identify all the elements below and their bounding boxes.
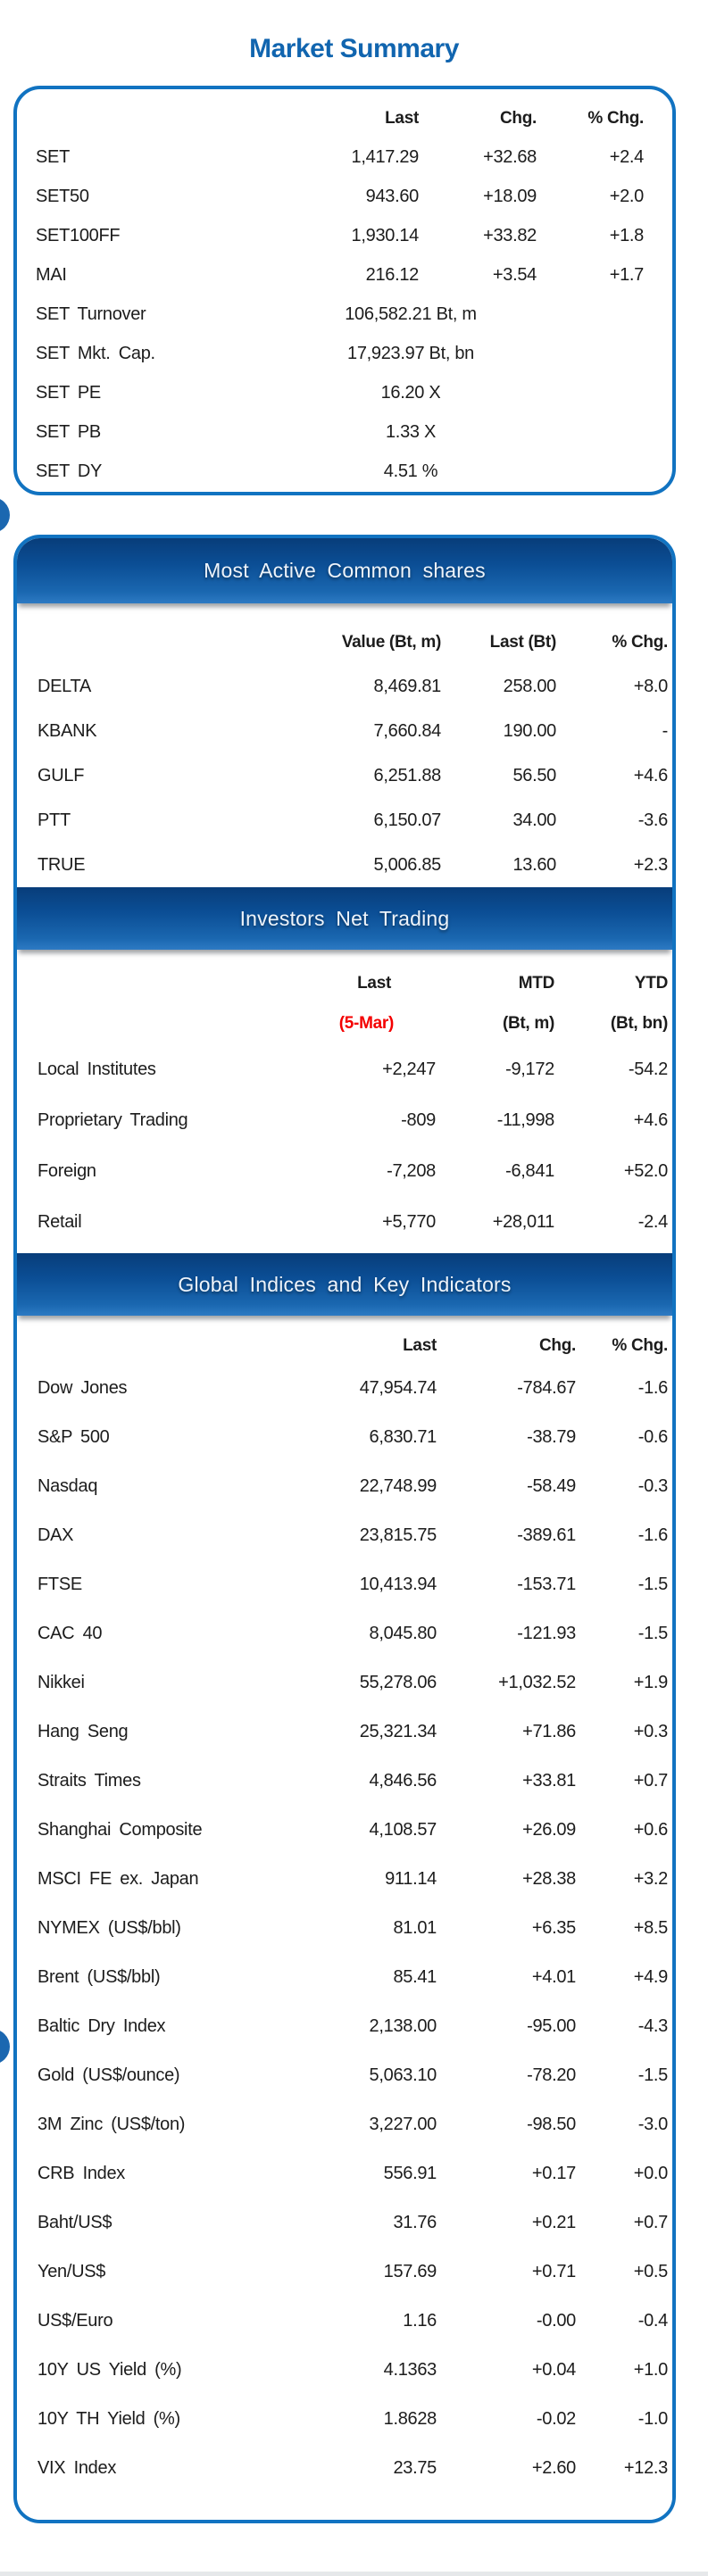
investors-table	[17, 950, 672, 1253]
table-row	[17, 177, 672, 216]
row-label: Straits Times	[37, 1771, 141, 1791]
column-header-value: Value (Bt, m)	[341, 633, 441, 652]
row-label: 10Y US Yield (%)	[37, 2360, 182, 2380]
row-value-c1: 25,321.34	[359, 1722, 437, 1741]
column-header-last: Last (Bt)	[489, 633, 556, 652]
row-value-c2: +28.38	[522, 1869, 576, 1889]
row-value-c2: +33.81	[522, 1771, 576, 1791]
row-value-c1: 3,227.00	[369, 2115, 437, 2134]
row-value-c3: -54.2	[628, 1059, 668, 1079]
most-active-header-row	[17, 621, 672, 664]
row-value-c3: +2.0	[609, 186, 644, 206]
row-value-c3: -4.3	[637, 2016, 668, 2036]
column-subheader-mtd-unit: (Bt, m)	[502, 1014, 554, 1033]
table-row	[17, 2100, 672, 2149]
table-row	[17, 2395, 672, 2444]
row-value-c3: -1.5	[637, 1624, 668, 1643]
row-value-c1: -7,208	[387, 1161, 436, 1181]
table-row	[17, 1095, 672, 1146]
row-label: DAX	[37, 1525, 74, 1545]
table-row	[17, 1757, 672, 1806]
table-row	[17, 2198, 672, 2248]
row-label: Foreign	[37, 1161, 96, 1181]
row-value-c1: 31.76	[393, 2213, 437, 2232]
row-value-c3: -1.5	[637, 1575, 668, 1594]
sections-card	[13, 535, 676, 2523]
global-indices-header-row	[17, 1328, 672, 1364]
column-header-pct-chg: % Chg.	[612, 633, 668, 652]
market-summary-box	[13, 86, 676, 495]
row-value-c2: -389.61	[517, 1525, 576, 1545]
row-value-c1: 23,815.75	[359, 1525, 437, 1545]
row-value-c1: 55,278.06	[359, 1673, 437, 1692]
row-value-c1: 157.69	[383, 2262, 437, 2281]
column-header-pct-chg: % Chg.	[587, 109, 644, 128]
row-value-c1: 8,045.80	[369, 1624, 437, 1643]
table-row	[17, 2346, 672, 2395]
column-header-last: Last	[385, 109, 419, 128]
row-value-c2: +6.35	[531, 1918, 576, 1938]
row-label: SET PB	[36, 421, 101, 442]
row-value-c3: +12.3	[623, 2458, 668, 2478]
table-row	[17, 2002, 672, 2051]
row-value-c1: 216.12	[365, 264, 419, 285]
row-value-c1: 47,954.74	[359, 1378, 437, 1398]
table-row	[17, 2444, 672, 2493]
row-value-c3: +0.6	[633, 1820, 668, 1840]
row-value-c1: -809	[401, 1110, 436, 1130]
table-row	[17, 2149, 672, 2198]
row-label: S&P 500	[37, 1427, 110, 1447]
row-value-c2: -38.79	[527, 1427, 576, 1447]
column-header-mtd: MTD	[518, 974, 554, 993]
row-value-c3: +1.0	[633, 2360, 668, 2380]
table-row	[17, 1511, 672, 1560]
row-value-c2: 34.00	[512, 810, 556, 830]
row-label: Proprietary Trading	[37, 1110, 188, 1130]
row-value-c2: -0.02	[536, 2409, 576, 2429]
row-label: PTT	[37, 810, 71, 830]
row-value-c1: 556.91	[383, 2164, 437, 2183]
row-value: 1.33 X	[385, 421, 437, 442]
row-value-c1: 6,830.71	[369, 1427, 437, 1447]
row-value-c3: +2.4	[609, 146, 644, 167]
row-label: CRB Index	[37, 2164, 126, 2183]
row-label: SET Mkt. Cap.	[36, 343, 155, 363]
row-value-c3: -1.6	[637, 1378, 668, 1398]
investors-title: Investors Net Trading	[239, 906, 450, 930]
row-value-c2: +0.04	[531, 2360, 576, 2380]
row-label: Gold (US$/ounce)	[37, 2065, 180, 2085]
table-row	[17, 373, 672, 412]
bottom-page-strip	[0, 2572, 708, 2576]
row-value-c2: +33.82	[483, 225, 537, 245]
row-value-c3: -3.0	[637, 2115, 668, 2134]
row-value-c2: -784.67	[517, 1378, 576, 1398]
row-value: 16.20 X	[380, 382, 441, 403]
table-row	[17, 452, 672, 491]
row-value-c1: 22,748.99	[359, 1476, 437, 1496]
row-value-c2: -6,841	[505, 1161, 554, 1181]
row-label: Baltic Dry Index	[37, 2016, 166, 2036]
table-row	[17, 2248, 672, 2297]
row-value-c2: 258.00	[503, 676, 556, 696]
page-title: Market Summary	[249, 34, 459, 63]
column-header-pct-chg: % Chg.	[612, 1336, 668, 1355]
row-value-c1: 85.41	[393, 1967, 437, 1987]
row-value-c1: 7,660.84	[373, 720, 441, 741]
row-value-c2: +2.60	[531, 2458, 576, 2478]
column-header-chg: Chg.	[538, 1336, 576, 1355]
row-value-c2: +4.01	[531, 1967, 576, 1987]
table-row	[17, 1609, 672, 1658]
row-value-c1: 1,930.14	[351, 225, 419, 245]
row-value: 4.51 %	[383, 461, 438, 481]
most-active-header-band	[17, 538, 672, 603]
row-value-c2: -95.00	[527, 2016, 576, 2036]
row-value-c3: -1.0	[637, 2409, 668, 2429]
row-label: CAC 40	[37, 1624, 103, 1643]
row-value-c3: +4.6	[633, 1110, 668, 1130]
table-row	[17, 334, 672, 373]
row-value-c2: -11,998	[496, 1110, 554, 1130]
row-value-c2: -121.93	[517, 1624, 576, 1643]
row-value-c3: +1.7	[609, 264, 644, 285]
row-label: FTSE	[37, 1575, 82, 1594]
row-value-c3: -0.3	[637, 1476, 668, 1496]
row-label: KBANK	[37, 720, 97, 741]
row-value-c1: 4.1363	[383, 2360, 437, 2380]
table-row	[17, 1708, 672, 1757]
row-value-c3: -	[662, 720, 668, 741]
column-subheader-ytd-unit: (Bt, bn)	[610, 1014, 668, 1033]
row-value-c2: -78.20	[527, 2065, 576, 2085]
row-value-c2: -9,172	[505, 1059, 554, 1079]
row-label: Local Institutes	[37, 1059, 156, 1079]
row-value-c1: 81.01	[393, 1918, 437, 1938]
row-label: VIX Index	[37, 2458, 117, 2478]
row-value-c3: -1.6	[637, 1525, 668, 1545]
row-value-c3: +8.5	[633, 1918, 668, 1938]
row-value-c3: +1.8	[609, 225, 644, 245]
summary-header-row	[17, 100, 672, 137]
row-label: DELTA	[37, 676, 91, 696]
row-label: MAI	[36, 264, 67, 285]
row-label: NYMEX (US$/bbl)	[37, 1918, 181, 1938]
row-label: SET Turnover	[36, 303, 146, 324]
row-value-c3: -3.6	[637, 810, 668, 830]
table-row	[17, 1806, 672, 1855]
column-subheader-date: (5-Mar)	[338, 1014, 394, 1033]
row-value-c1: 911.14	[385, 1869, 437, 1889]
row-label: SET	[36, 146, 70, 167]
row-value-c1: 6,251.88	[373, 765, 441, 785]
row-label: US$/Euro	[37, 2311, 113, 2331]
row-value-c2: +26.09	[522, 1820, 576, 1840]
row-value-c3: +0.0	[633, 2164, 668, 2183]
row-value-c3: +52.0	[623, 1161, 668, 1181]
row-value-c3: -1.5	[637, 2065, 668, 2085]
row-value-c2: +3.54	[492, 264, 537, 285]
row-value: 106,582.21 Bt, m	[345, 303, 477, 324]
table-row	[17, 2297, 672, 2346]
row-value-c1: 6,150.07	[373, 810, 441, 830]
row-label: Baht/US$	[37, 2213, 112, 2232]
table-row	[17, 137, 672, 177]
row-value: 17,923.97 Bt, bn	[347, 343, 474, 363]
row-value-c2: +0.21	[531, 2213, 576, 2232]
row-value-c1: 4,108.57	[369, 1820, 437, 1840]
row-value-c1: 23.75	[393, 2458, 437, 2478]
row-value-c3: +1.9	[633, 1673, 668, 1692]
row-label: 10Y TH Yield (%)	[37, 2409, 180, 2429]
table-row	[17, 1855, 672, 1904]
row-label: SET100FF	[36, 225, 121, 245]
row-value-c2: -98.50	[527, 2115, 576, 2134]
row-value-c1: 2,138.00	[369, 2016, 437, 2036]
row-value-c3: -0.4	[637, 2311, 668, 2331]
table-row	[17, 664, 672, 709]
row-value-c3: +4.9	[633, 1967, 668, 1987]
table-row	[17, 843, 672, 887]
row-value-c2: 190.00	[503, 720, 556, 741]
row-value-c1: 1,417.29	[351, 146, 419, 167]
row-value-c1: 5,063.10	[369, 2065, 437, 2085]
row-value-c3: +0.7	[633, 2213, 668, 2232]
row-value-c2: +1,032.52	[498, 1673, 576, 1692]
row-value-c3: +4.6	[633, 765, 668, 785]
table-row	[17, 1953, 672, 2002]
most-active-table	[17, 603, 672, 887]
global-indices-title: Global Indices and Key Indicators	[178, 1272, 512, 1296]
row-label: 3M Zinc (US$/ton)	[37, 2115, 186, 2134]
row-value-c2: +0.17	[531, 2164, 576, 2183]
table-row	[17, 798, 672, 843]
row-value-c2: 56.50	[512, 765, 556, 785]
row-value-c2: +0.71	[531, 2262, 576, 2281]
table-row	[17, 1364, 672, 1413]
table-row	[17, 216, 672, 255]
row-value-c1: 4,846.56	[369, 1771, 437, 1791]
row-value-c3: +0.5	[633, 2262, 668, 2281]
investors-header-row-2	[17, 1003, 672, 1044]
table-row	[17, 753, 672, 798]
table-row	[17, 1462, 672, 1511]
page-edge-decoration-circle	[0, 497, 10, 533]
table-row	[17, 1560, 672, 1609]
row-label: Dow Jones	[37, 1378, 128, 1398]
column-header-last: Last	[357, 974, 391, 993]
column-header-chg: Chg.	[499, 109, 537, 128]
investors-header-row-1	[17, 964, 672, 1003]
row-label: GULF	[37, 765, 85, 785]
table-row	[17, 1904, 672, 1953]
row-label: SET50	[36, 186, 89, 206]
row-value-c2: -0.00	[536, 2311, 576, 2331]
row-value-c3: +0.3	[633, 1722, 668, 1741]
row-value-c1: 1.16	[403, 2311, 437, 2331]
row-label: Brent (US$/bbl)	[37, 1967, 161, 1987]
table-row	[17, 709, 672, 753]
table-row	[17, 1146, 672, 1197]
table-row	[17, 2051, 672, 2100]
column-header-last: Last	[403, 1336, 437, 1355]
row-value-c1: +2,247	[382, 1059, 436, 1079]
row-label: Nasdaq	[37, 1476, 98, 1496]
table-row	[17, 1044, 672, 1095]
row-value-c3: -2.4	[637, 1212, 668, 1232]
row-value-c2: -58.49	[527, 1476, 576, 1496]
row-value-c2: +18.09	[483, 186, 537, 206]
table-row	[17, 412, 672, 452]
most-active-rows	[17, 664, 672, 887]
table-row	[17, 295, 672, 334]
row-label: Yen/US$	[37, 2262, 106, 2281]
row-value-c3: +3.2	[633, 1869, 668, 1889]
row-value-c3: +2.3	[633, 854, 668, 875]
row-value-c2: +28,011	[492, 1212, 554, 1232]
most-active-title: Most Active Common shares	[204, 559, 486, 582]
row-label: SET PE	[36, 382, 101, 403]
row-value-c1: 1.8628	[383, 2409, 437, 2429]
row-label: Retail	[37, 1212, 82, 1232]
table-row	[17, 1197, 672, 1248]
summary-rows	[17, 137, 672, 491]
row-value-c3: +0.7	[633, 1771, 668, 1791]
row-label: SET DY	[36, 461, 103, 481]
global-indices-rows	[17, 1364, 672, 2493]
row-label: Shanghai Composite	[37, 1820, 203, 1840]
row-value-c2: 13.60	[512, 854, 556, 875]
row-value-c1: +5,770	[382, 1212, 436, 1232]
row-value-c3: +8.0	[633, 676, 668, 696]
row-label: MSCI FE ex. Japan	[37, 1869, 199, 1889]
row-value-c1: 5,006.85	[373, 854, 441, 875]
table-row	[17, 1413, 672, 1462]
global-indices-header-band	[17, 1253, 672, 1316]
row-value-c1: 10,413.94	[359, 1575, 437, 1594]
row-value-c2: -153.71	[517, 1575, 576, 1594]
row-value-c2: +32.68	[483, 146, 537, 167]
investors-rows	[17, 1044, 672, 1248]
row-label: Hang Seng	[37, 1722, 129, 1741]
row-value-c3: -0.6	[637, 1427, 668, 1447]
table-row	[17, 255, 672, 295]
global-indices-table	[17, 1316, 672, 2520]
column-header-ytd: YTD	[634, 974, 668, 993]
investors-header-band	[17, 887, 672, 950]
row-value-c2: +71.86	[522, 1722, 576, 1741]
row-value-c1: 8,469.81	[373, 676, 441, 696]
page-edge-decoration-circle	[0, 2029, 10, 2065]
row-label: TRUE	[37, 854, 86, 875]
row-value-c1: 943.60	[365, 186, 419, 206]
table-row	[17, 1658, 672, 1708]
row-label: Nikkei	[37, 1673, 85, 1692]
